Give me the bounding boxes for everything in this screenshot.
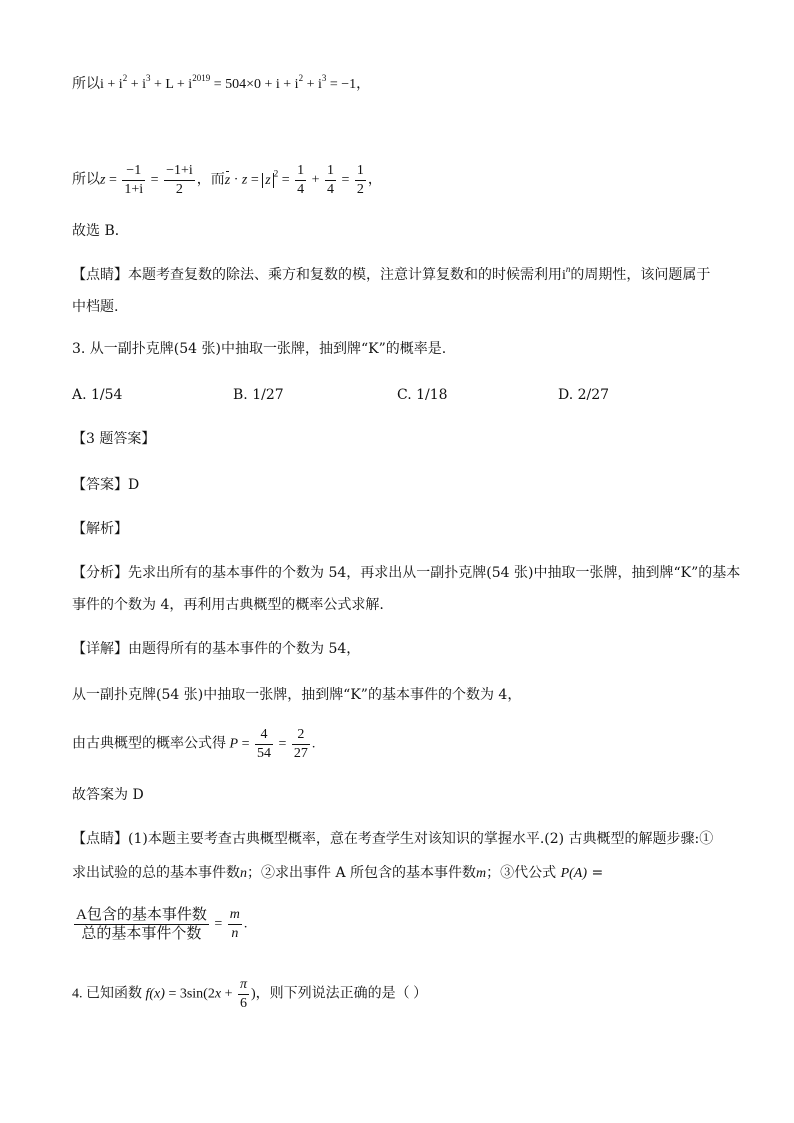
- fraction: [325, 162, 336, 199]
- modulus-z: z: [262, 173, 273, 188]
- review2-line1: 【点睛】(1)本题主要考查古典概型概率，意在考查学生对该知识的掌握水平.(2) 古典概型的解题步骤:①: [72, 831, 714, 847]
- math-op: =: [338, 172, 353, 188]
- option-c: C. 1/18: [397, 387, 448, 403]
- text-part: ，: [367, 172, 382, 188]
- numerator: m: [228, 906, 242, 925]
- math-var: P(A): [560, 866, 588, 881]
- math-op: +: [308, 172, 323, 188]
- denominator: 6: [239, 996, 247, 1011]
- option-b: B. 1/27: [233, 387, 284, 403]
- detail-line1: 【详解】由题得所有的基本事件的个数为 54，: [72, 641, 361, 657]
- text-prefix: 由古典概型的概率公式得: [72, 736, 230, 752]
- analysis-heading: 【解析】: [72, 521, 128, 537]
- math-op: =: [147, 172, 163, 188]
- review-tag: 【点睛】: [72, 267, 128, 283]
- denominator: n: [231, 926, 239, 941]
- numerator: 1: [355, 162, 366, 181]
- denominator: 2: [175, 182, 183, 197]
- text-part: ；③代公式: [486, 865, 561, 881]
- math-op: =: [274, 736, 290, 752]
- denominator: 2: [356, 182, 364, 197]
- math-op: =: [210, 916, 226, 932]
- text-prefix: 所以: [72, 172, 100, 188]
- math-var: i: [562, 268, 566, 283]
- exponent: 2: [298, 73, 304, 83]
- math-var: x: [214, 986, 222, 1002]
- text-part: .: [311, 736, 316, 752]
- review2-formula: [72, 906, 734, 943]
- review-note-line1: [72, 264, 734, 287]
- math-op: =: [587, 865, 604, 881]
- detail-line4: 故答案为 D: [72, 787, 144, 803]
- denominator: 27: [293, 746, 308, 761]
- numerator: A包含的基本事件数: [76, 907, 207, 923]
- numerator: −1: [122, 162, 145, 181]
- denominator: 54: [256, 746, 271, 761]
- math-part: + i: [303, 77, 322, 92]
- exponent: n: [565, 264, 571, 274]
- conjugate-z: z: [225, 170, 230, 192]
- numerator: 4: [255, 726, 273, 745]
- math-op: =: [247, 172, 263, 188]
- numerator: 2: [292, 726, 310, 745]
- fraction: [255, 726, 273, 763]
- exponent: 2019: [192, 73, 211, 83]
- fraction: [292, 726, 310, 763]
- math-var: P: [229, 736, 239, 752]
- fraction: [122, 162, 145, 199]
- math-part: + L + i: [150, 77, 193, 92]
- text-part: ，而: [196, 172, 225, 188]
- analysis-line2: 事件的个数为 4，再利用古典概型的概率公式求解.: [72, 597, 384, 613]
- answer-line: 【答案】D: [72, 477, 140, 493]
- modulus-equation-line: [72, 162, 734, 199]
- denominator: 总的基本事件个数: [81, 926, 202, 942]
- detail-line3: [72, 726, 734, 763]
- sum-equation-line: [72, 74, 734, 96]
- fraction: [164, 162, 195, 199]
- math-part: = −1，: [326, 77, 371, 92]
- math-var: m: [476, 866, 487, 881]
- numerator: −1+i: [164, 162, 195, 181]
- numerator: 1: [325, 162, 336, 181]
- analysis-line1: 【分析】先求出所有的基本事件的个数为 54，再求出从一副扑克牌(54 张)中抽取一张牌，抽到牌“K”的基本: [72, 565, 741, 581]
- math-var: z: [100, 172, 106, 188]
- review-note-line2: 中档题.: [72, 299, 119, 315]
- denominator: 4: [327, 182, 334, 197]
- numerator: 1: [295, 162, 306, 181]
- option-a: A. 1/54: [72, 387, 123, 403]
- math-part: = 504×0 + i + i: [210, 77, 299, 92]
- math-op: =: [238, 736, 253, 752]
- answer-section-heading: 【3 题答案】: [72, 431, 156, 447]
- math-var: f(x): [145, 986, 165, 1002]
- math-var: z: [241, 172, 248, 188]
- denominator: 4: [297, 182, 305, 197]
- math-op: ·: [230, 172, 242, 188]
- fraction: [74, 906, 209, 943]
- review-text: 本题考查复数的除法、乘方和复数的模，注意计算复数和的时候需利用: [128, 267, 562, 283]
- text-part: ；②求出事件 A 所包含的基本事件数: [247, 865, 477, 881]
- math-part: + i: [127, 77, 146, 92]
- exponent: 3: [145, 73, 151, 83]
- text-prefix: 4. 已知函数: [72, 986, 146, 1002]
- exponent: 2: [273, 168, 279, 179]
- option-d: D. 2/27: [558, 387, 610, 403]
- exponent: 3: [321, 73, 327, 83]
- math-op: = 3sin(2: [164, 986, 215, 1002]
- exponent: 2: [122, 73, 128, 83]
- denominator: 1+i: [124, 182, 144, 197]
- review-text: 的周期性，该问题属于: [570, 267, 711, 283]
- math-part: i + i: [100, 77, 123, 92]
- fraction: [295, 162, 306, 199]
- fraction: [228, 906, 242, 943]
- detail-line2: 从一副扑克牌(54 张)中抽取一张牌，抽到牌“K”的基本事件的个数为 4，: [72, 687, 522, 703]
- question-3: 3. 从一副扑克牌(54 张)中抽取一张牌，抽到牌“K”的概率是.: [72, 341, 447, 357]
- numerator: π: [238, 976, 249, 995]
- text-prefix: 所以: [72, 77, 100, 92]
- text-part: ，则下列说法正确的是（ ）: [255, 986, 428, 1002]
- math-op: =: [105, 172, 121, 188]
- math-op: ): [250, 986, 256, 1002]
- fraction: [355, 162, 366, 199]
- choose-answer-line: 故选 B．: [72, 223, 129, 239]
- math-op: =: [278, 172, 294, 188]
- text-part: .: [243, 916, 248, 932]
- text-part: 求出试验的总的基本事件数: [72, 865, 240, 881]
- math-var: n: [240, 866, 247, 881]
- review2-line2: [72, 862, 734, 885]
- fraction: [238, 976, 249, 1013]
- math-op: +: [221, 986, 236, 1002]
- question-4: [72, 976, 734, 1013]
